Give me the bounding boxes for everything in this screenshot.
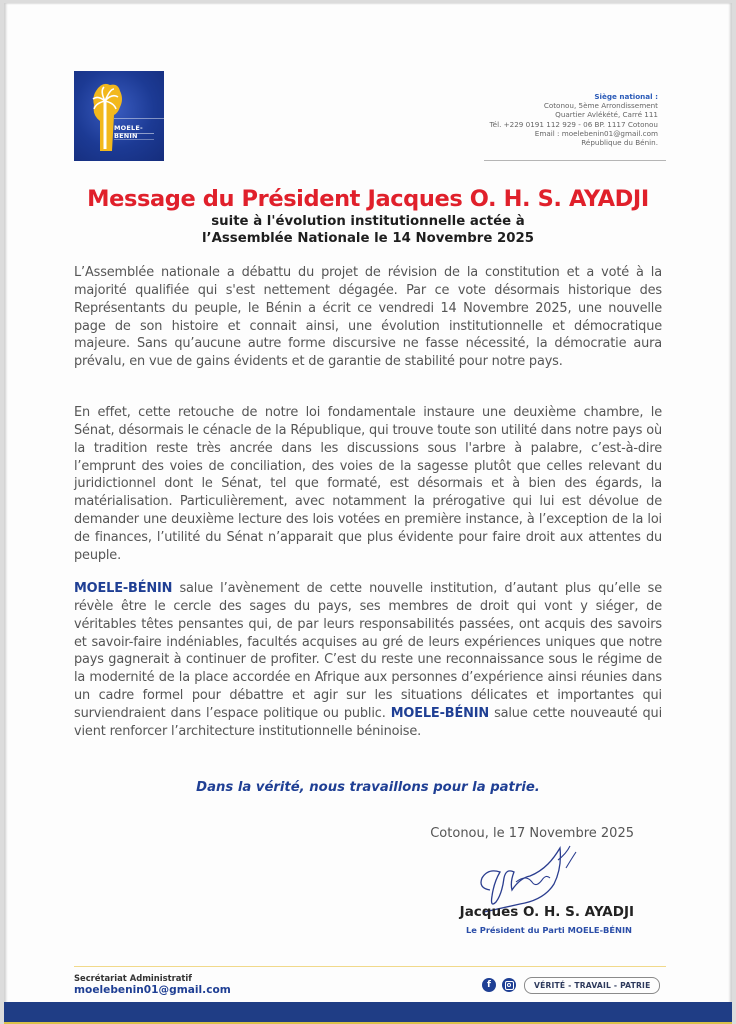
slogan-badge: VÉRITÉ - TRAVAIL - PATRIE (524, 977, 660, 994)
paragraph-3 (74, 580, 662, 741)
header-divider (484, 160, 666, 161)
email-line: Email : moelebenin01@gmail.com (534, 128, 658, 138)
subtitle-line: suite à l'évolution institutionnelle actée à (211, 214, 525, 229)
logo-divider (114, 118, 164, 119)
facebook-icon[interactable]: f (482, 978, 496, 992)
headquarters-address (489, 92, 658, 147)
paragraph-text: salue cette nouveauté qui vient renforcer l’architecture institutionnelle béninoise. (74, 705, 662, 739)
paragraph-1: L’Assemblée nationale a débattu du projet de révision de la constitution et a voté à la majorité qualifiée qui s'est nettement dégagée. Par ce vote désormais historique des Représentants du peuple, le Bénin a écrit ce vendredi 14 Novembre 2025, une nouvelle page de son histoire et connait ainsi, une évolution institutionnelle et démocratique majeure. Sans qu’aucune autre forme discursive ne fasse nécessité, la démocratie aura prévalu, en vue de gains évidents et de garantie de stabilité pour notre pays. (74, 265, 662, 370)
phone-line: Tél. +229 0191 112 929 - 06 BP. 1117 Cotonou (489, 119, 658, 129)
secretariat-label: Secrétariat Administratif (74, 973, 192, 983)
brand-name: MOELE-BÉNIN (74, 581, 173, 596)
logo-tagline (114, 133, 154, 140)
secretariat-email[interactable]: moelebenin01@gmail.com (74, 984, 231, 996)
headquarters-title: Siège national : (594, 92, 658, 101)
page-subtitle (0, 213, 736, 247)
paragraph-2: En effet, cette retouche de notre loi fondamentale instaure une deuxième chambre, le Sénat, désormais le cénacle de la République, qui trouve toute son utilité dans notre pays où la tradition reste très ancrée dans les discussions sous l'arbre à palabre, c’est-à-dire l’emprunt des voies de conciliation, des voies de la sagesse plutôt que celles relevant du juridictionnel dont le Sénat, tel que formaté, est désormais et à bien des égards, la matérialisation. Particulièrement, avec notamment la prérogative qui lui est dévolue de demander une deuxième lecture des lois votées en première instance, à l’exception de la loi de finances, l’utilité du Sénat n’apparait que plus évidente pour faire droit aux attentes du peuple. (74, 405, 662, 563)
signer-role: Le Président du Parti MOELE-BÉNIN (465, 925, 632, 935)
footer-divider (74, 966, 666, 967)
page-title: Message du Président Jacques O. H. S. AYADJI (87, 186, 649, 212)
subtitle-line: l’Assemblée Nationale le 14 Novembre 2025 (201, 231, 534, 246)
letter-date: Cotonou, le 17 Novembre 2025 (430, 826, 634, 841)
moele-benin-logo (74, 71, 164, 161)
signer-name: Jacques O. H. S. AYADJI (459, 904, 634, 920)
palm-tree-map-icon (74, 71, 164, 161)
footer-band (4, 1002, 732, 1022)
address-line: Quartier Avlékété, Carré 111 (555, 110, 658, 120)
logo-name: MOELE-BENIN (114, 124, 143, 140)
brand-name: MOELE-BÉNIN (390, 705, 490, 721)
motto: Dans la vérité, nous travaillons pour la patrie. (196, 780, 540, 795)
instagram-icon[interactable] (502, 978, 516, 992)
social-links (482, 977, 660, 993)
country-line: République du Bénin. (581, 138, 658, 148)
paragraph-text: salue l’avènement de cette nouvelle institution, d’autant plus qu’elle se révèle être le cercle des sages du pays, ses membres de droit qui vont y siéger, de véritables têtes pensantes qui, de par leurs responsabilités passées, ont acquis des savoirs et savoir-faire indéniables, facultés acquises au gré de leurs expériences uniques que notre pays gagnerait à continuer de profiter. C’est du reste une reconnaissance sous le régime de la modernité de la place accordée en Afrique aux personnes d’expérience ainsi réunies dans un cadre formel pour débattre et agir sur les situations délicates et importantes qui surviendraient dans l’espace politique ou public. (74, 581, 662, 721)
address-line: Cotonou, 5ème Arrondissement (543, 101, 658, 111)
